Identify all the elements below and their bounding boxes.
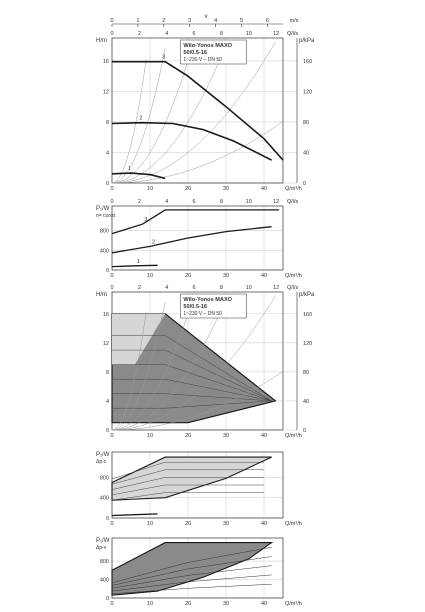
y-tick-label: 8 (105, 119, 109, 126)
chart-title-model: 50/0.5-16 (183, 50, 208, 56)
y-tick-label: 800 (99, 228, 109, 235)
y-tick-label: 8 (105, 369, 109, 376)
y-tick-label: 400 (99, 248, 109, 255)
y-tick-label: 12 (102, 340, 109, 347)
y-tick-label: 0 (105, 596, 109, 602)
top-axis-tick-label: 6 (265, 18, 269, 24)
y-right-axis-label: p/kPa (299, 292, 315, 298)
y-right-tick-label: 40 (303, 150, 310, 157)
x2-tick-label: 12 (273, 199, 280, 205)
series-label: 3 (162, 54, 166, 61)
series-line-2 (112, 123, 272, 160)
y-tick-label: 4 (105, 398, 109, 405)
panel-h-q (96, 31, 315, 192)
series-line-3 (112, 210, 279, 234)
power-envelope (112, 457, 272, 500)
x2-axis-label: Q/l/s (287, 199, 299, 205)
x2-tick-label: 0 (110, 31, 114, 37)
x-axis-label: Q/m³/h (285, 601, 302, 607)
panel-p1-q-dpc (96, 452, 302, 527)
x-tick-label: 10 (146, 521, 154, 527)
x-tick-label: 20 (184, 273, 192, 279)
x2-tick-label: 10 (245, 31, 252, 37)
x-tick-label: 20 (184, 433, 192, 439)
x-tick-label: 30 (222, 521, 230, 527)
x2-tick-label: 4 (165, 199, 169, 205)
x-tick-label: 40 (260, 601, 268, 607)
x-axis-label: Q/m³/h (285, 521, 302, 527)
x2-tick-label: 2 (137, 199, 141, 205)
x-axis-label: Q/m³/h (285, 433, 302, 439)
x2-axis-label: Q/l/s (287, 31, 299, 37)
x-tick-label: 0 (110, 521, 114, 527)
x-tick-label: 20 (184, 186, 192, 192)
y-right-tick-label: 0 (303, 428, 307, 434)
x-tick-label: 30 (222, 273, 230, 279)
x2-tick-label: 4 (165, 285, 169, 291)
series-label: 1 (128, 166, 132, 173)
top-axis-unit: m/s (289, 18, 299, 24)
x-tick-label: 10 (146, 601, 154, 607)
system-curve (112, 48, 192, 183)
y-axis-label: P₁/W (96, 538, 110, 544)
x-tick-label: 20 (184, 521, 192, 527)
y-tick-label: 800 (99, 475, 109, 482)
y-right-tick-label: 120 (303, 340, 313, 347)
x-tick-label: 10 (146, 273, 154, 279)
series-label: 1 (136, 258, 140, 265)
x2-tick-label: 2 (137, 31, 141, 37)
y-tick-label: 0 (105, 268, 109, 274)
chart-title: Wilo-Yonos MAXO (183, 297, 233, 303)
series-label: 2 (152, 239, 156, 246)
y-right-tick-label: 80 (303, 369, 310, 376)
y-axis-label: P₁/W (96, 206, 110, 212)
y-axis-sublabel: Δp-v (96, 545, 107, 551)
y-tick-label: 400 (99, 577, 109, 584)
x2-tick-label: 8 (219, 285, 223, 291)
top-axis-marker: v (204, 14, 208, 20)
x-tick-label: 20 (184, 601, 192, 607)
x2-tick-label: 12 (273, 285, 280, 291)
series-label: 3 (144, 217, 148, 224)
top-axis-tick-label: 1 (136, 18, 140, 24)
y-right-tick-label: 120 (303, 89, 313, 96)
chart-title-model: 50/0.5-16 (183, 304, 208, 310)
x-tick-label: 30 (222, 601, 230, 607)
x2-tick-label: 6 (192, 199, 196, 205)
y-right-tick-label: 0 (303, 181, 307, 187)
series-line-1 (112, 265, 158, 266)
panel-p1-q-dpv (96, 538, 302, 607)
y-tick-label: 12 (102, 89, 109, 96)
x-axis-label: Q/m³/h (285, 273, 302, 279)
y-tick-label: 0 (105, 516, 109, 522)
x2-tick-label: 6 (192, 285, 196, 291)
y-axis-label: P₁/W (96, 452, 110, 458)
y-tick-label: 0 (105, 428, 109, 434)
y-tick-label: 800 (99, 559, 109, 566)
y-tick-label: 0 (105, 181, 109, 187)
x-axis-label: Q/m³/h (285, 186, 302, 192)
top-axis-tick-label: 4 (214, 18, 218, 24)
x2-tick-label: 8 (219, 199, 223, 205)
power-envelope (112, 543, 272, 596)
y-axis-sublabel: Δp-c (96, 459, 107, 465)
x2-tick-label: 2 (137, 285, 141, 291)
y-right-tick-label: 160 (303, 58, 313, 65)
x-tick-label: 40 (260, 186, 268, 192)
y-axis-label: H/m (96, 38, 107, 44)
y-right-tick-label: 40 (303, 398, 310, 405)
y-axis-sublabel: n= const (96, 213, 116, 219)
x2-tick-label: 8 (219, 31, 223, 37)
y-tick-label: 400 (99, 495, 109, 502)
top-axis-tick-label: 2 (162, 18, 166, 24)
x2-tick-label: 0 (110, 285, 114, 291)
min-power-line (112, 514, 158, 516)
x-tick-label: 0 (110, 273, 114, 279)
y-tick-label: 16 (102, 311, 109, 318)
x-tick-label: 0 (110, 433, 114, 439)
x2-axis-label: Q/l/s (287, 285, 299, 291)
x2-tick-label: 10 (245, 199, 252, 205)
chart-subtitle: 1~230 V – DN 50 (183, 311, 222, 317)
x-tick-label: 40 (260, 521, 268, 527)
x-tick-label: 40 (260, 273, 268, 279)
x2-tick-label: 12 (273, 31, 280, 37)
y-tick-label: 16 (102, 58, 109, 65)
top-axis-tick-label: 0 (110, 18, 114, 24)
top-axis-tick-label: 5 (239, 18, 244, 24)
y-tick-label: 4 (105, 150, 109, 157)
x2-tick-label: 10 (245, 285, 252, 291)
x2-tick-label: 4 (165, 31, 169, 37)
x2-tick-label: 0 (110, 199, 114, 205)
x-tick-label: 30 (222, 433, 230, 439)
x-tick-label: 0 (110, 601, 114, 607)
x-tick-label: 10 (146, 186, 154, 192)
panel-p1-q (96, 199, 302, 279)
x-tick-label: 10 (146, 433, 154, 439)
x-tick-label: 40 (260, 433, 268, 439)
y-right-axis-label: p/kPa (299, 38, 315, 44)
chart-subtitle: 1~230 V – DN 50 (183, 57, 222, 63)
y-right-tick-label: 160 (303, 311, 313, 318)
chart-title: Wilo-Yonos MAXO (183, 43, 233, 49)
series-label: 2 (139, 115, 143, 122)
y-right-tick-label: 80 (303, 119, 310, 126)
x-tick-label: 30 (222, 186, 230, 192)
series-line-3 (112, 62, 283, 160)
panel-h-q-range (96, 285, 315, 439)
y-axis-label: H/m (96, 292, 107, 298)
x2-tick-label: 6 (192, 31, 196, 37)
top-axis-tick-label: 3 (188, 18, 192, 24)
x-tick-label: 0 (110, 186, 114, 192)
